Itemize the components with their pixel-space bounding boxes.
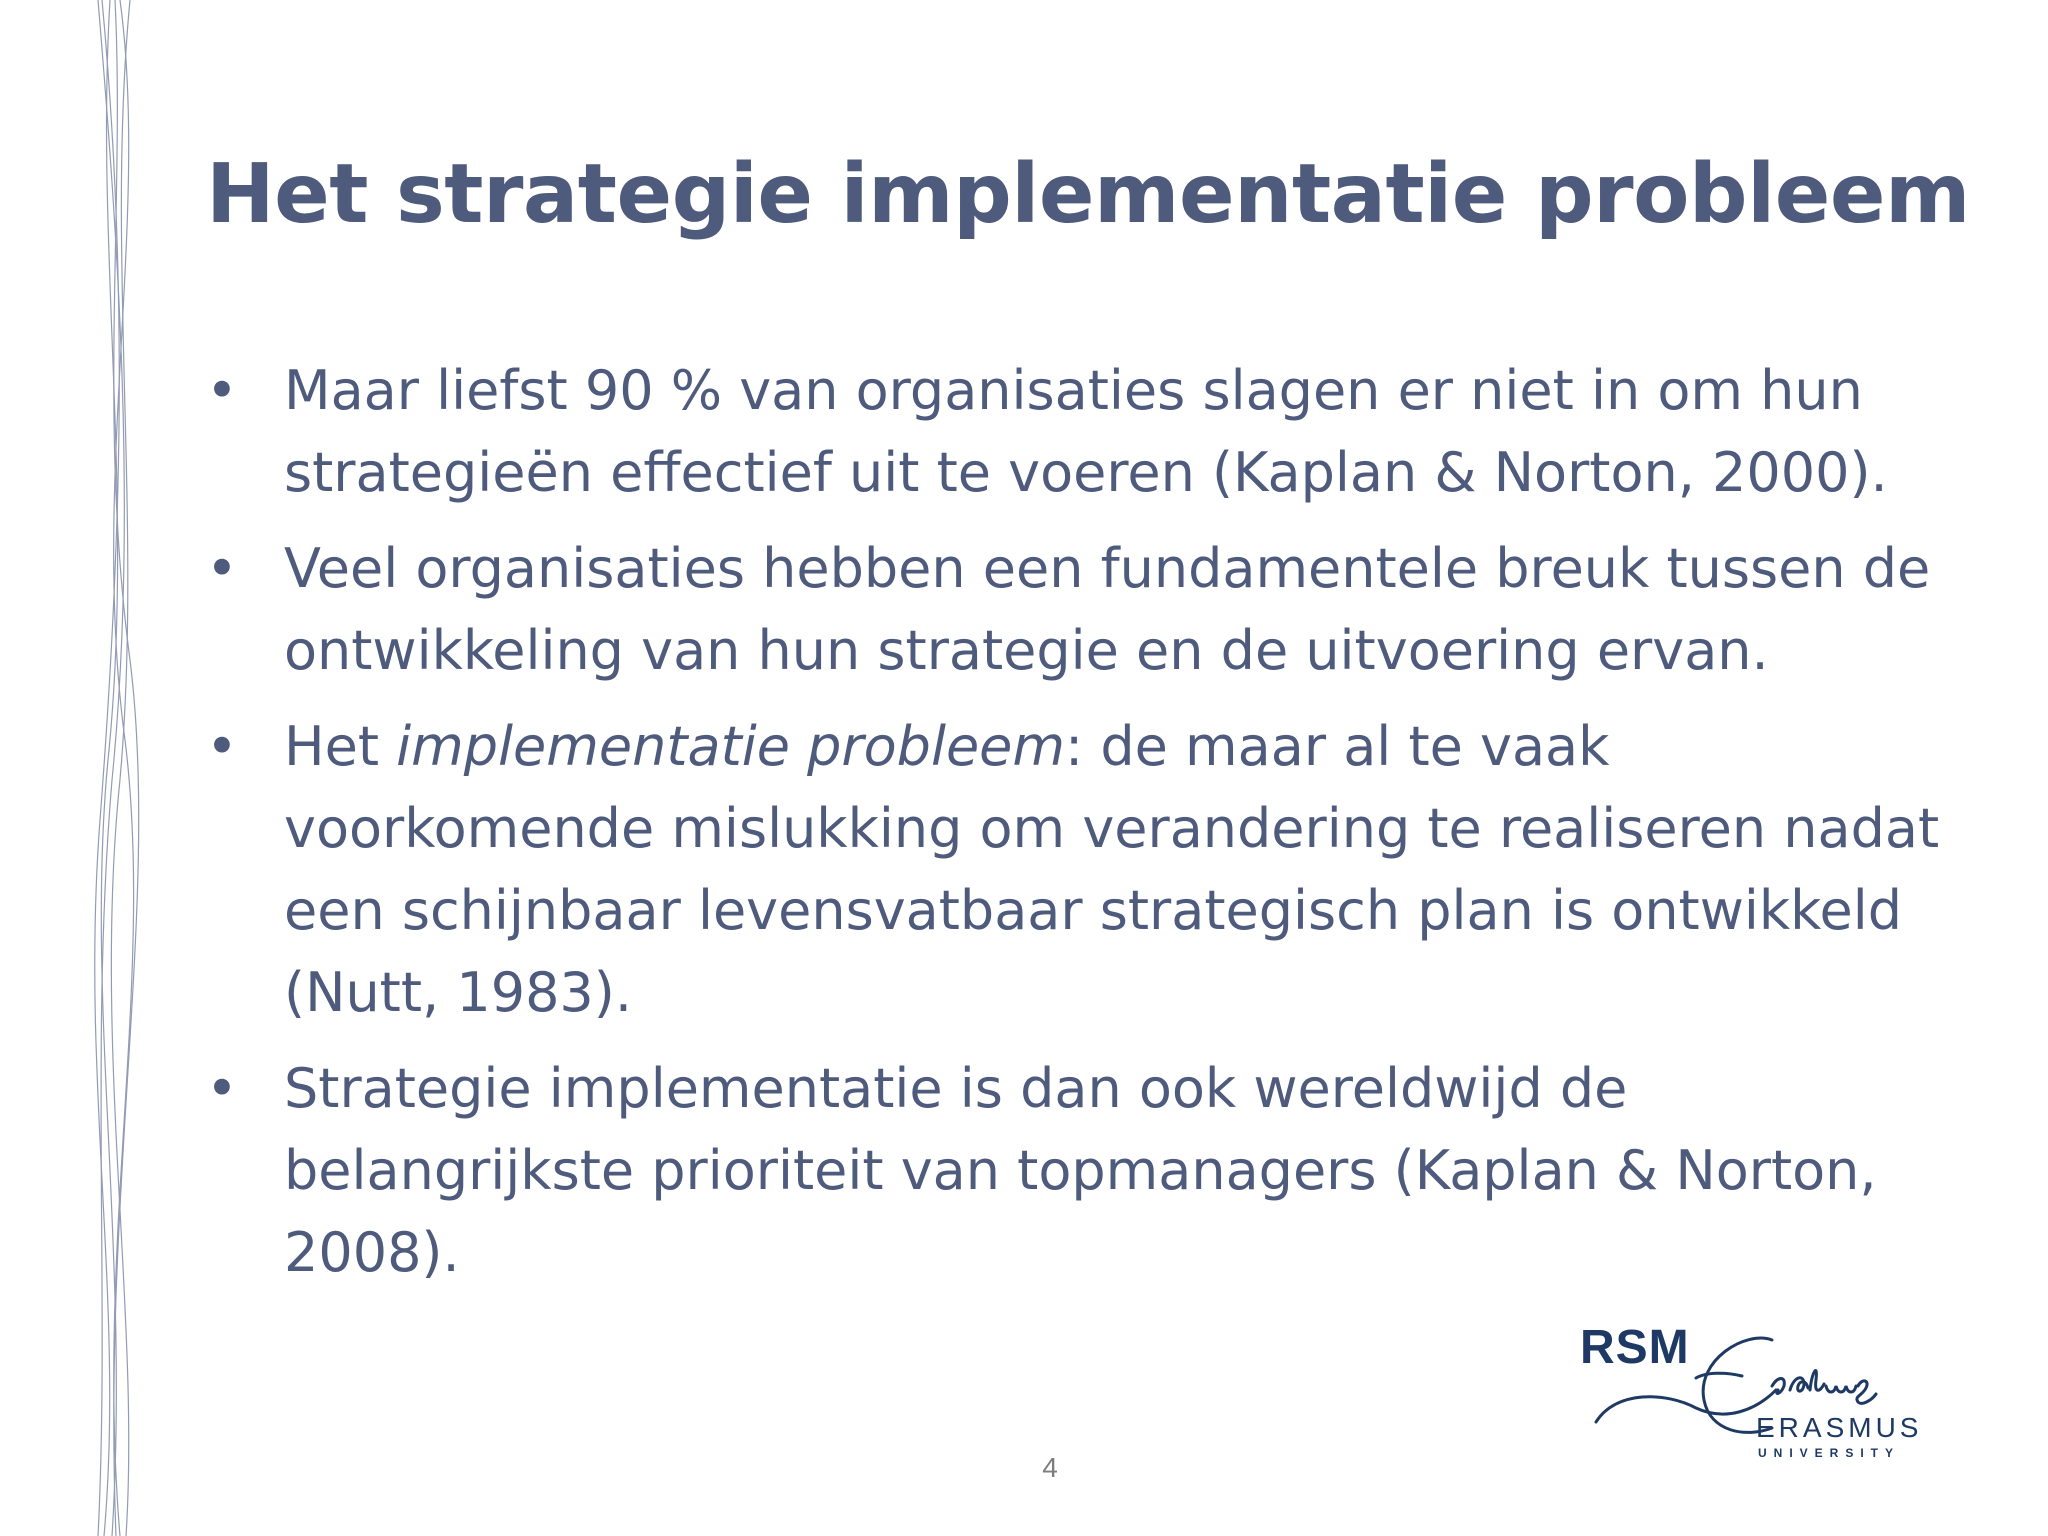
bullet-text: Veel organisaties hebben een fundamentele breuk tussen de ontwikkeling van hun strategie en de uitvoering ervan. — [284, 537, 1931, 682]
university-logo-text: UNIVERSITY — [1758, 1446, 1901, 1460]
slide-title: Het strategie implementatie probleem — [206, 147, 1970, 242]
bullet-icon: • — [206, 537, 238, 600]
bullet-text: Strategie implementatie is dan ook wereldwijd de belangrijkste prioriteit van topmanagers (Kaplan & Norton, 2008). — [284, 1057, 1877, 1284]
bullet-list — [206, 350, 1946, 1308]
bullet-item — [206, 1048, 1946, 1294]
rsm-logo-text: RSM — [1580, 1321, 1690, 1374]
bullet-text: Maar liefst 90 % van organisaties slagen er niet in om hun strategieën effectief uit te voeren (Kaplan & Norton, 2000). — [284, 359, 1888, 504]
bullet-text-after: : de maar al te vaak voorkomende mislukking om verandering te realiseren nadat een schijnbaar levensvatbaar strategisch plan is ontwikkeld (Nutt, 1983). — [284, 715, 1940, 1024]
rsm-erasmus-logo — [1576, 1320, 1928, 1468]
bullet-icon: • — [206, 715, 238, 778]
bullet-icon: • — [206, 359, 238, 422]
page-number: 4 — [1042, 1452, 1058, 1483]
bullet-text — [284, 715, 1939, 1024]
bullet-text-italic: implementatie probleem — [396, 715, 1066, 778]
bullet-item — [206, 706, 1946, 1034]
erasmus-logo-text: ERASMUS — [1756, 1412, 1923, 1443]
bullet-icon: • — [206, 1057, 238, 1120]
bullet-item — [206, 350, 1946, 514]
decorative-lines — [90, 0, 180, 1536]
bullet-item — [206, 528, 1946, 692]
bullet-text-before: Het — [284, 715, 397, 778]
